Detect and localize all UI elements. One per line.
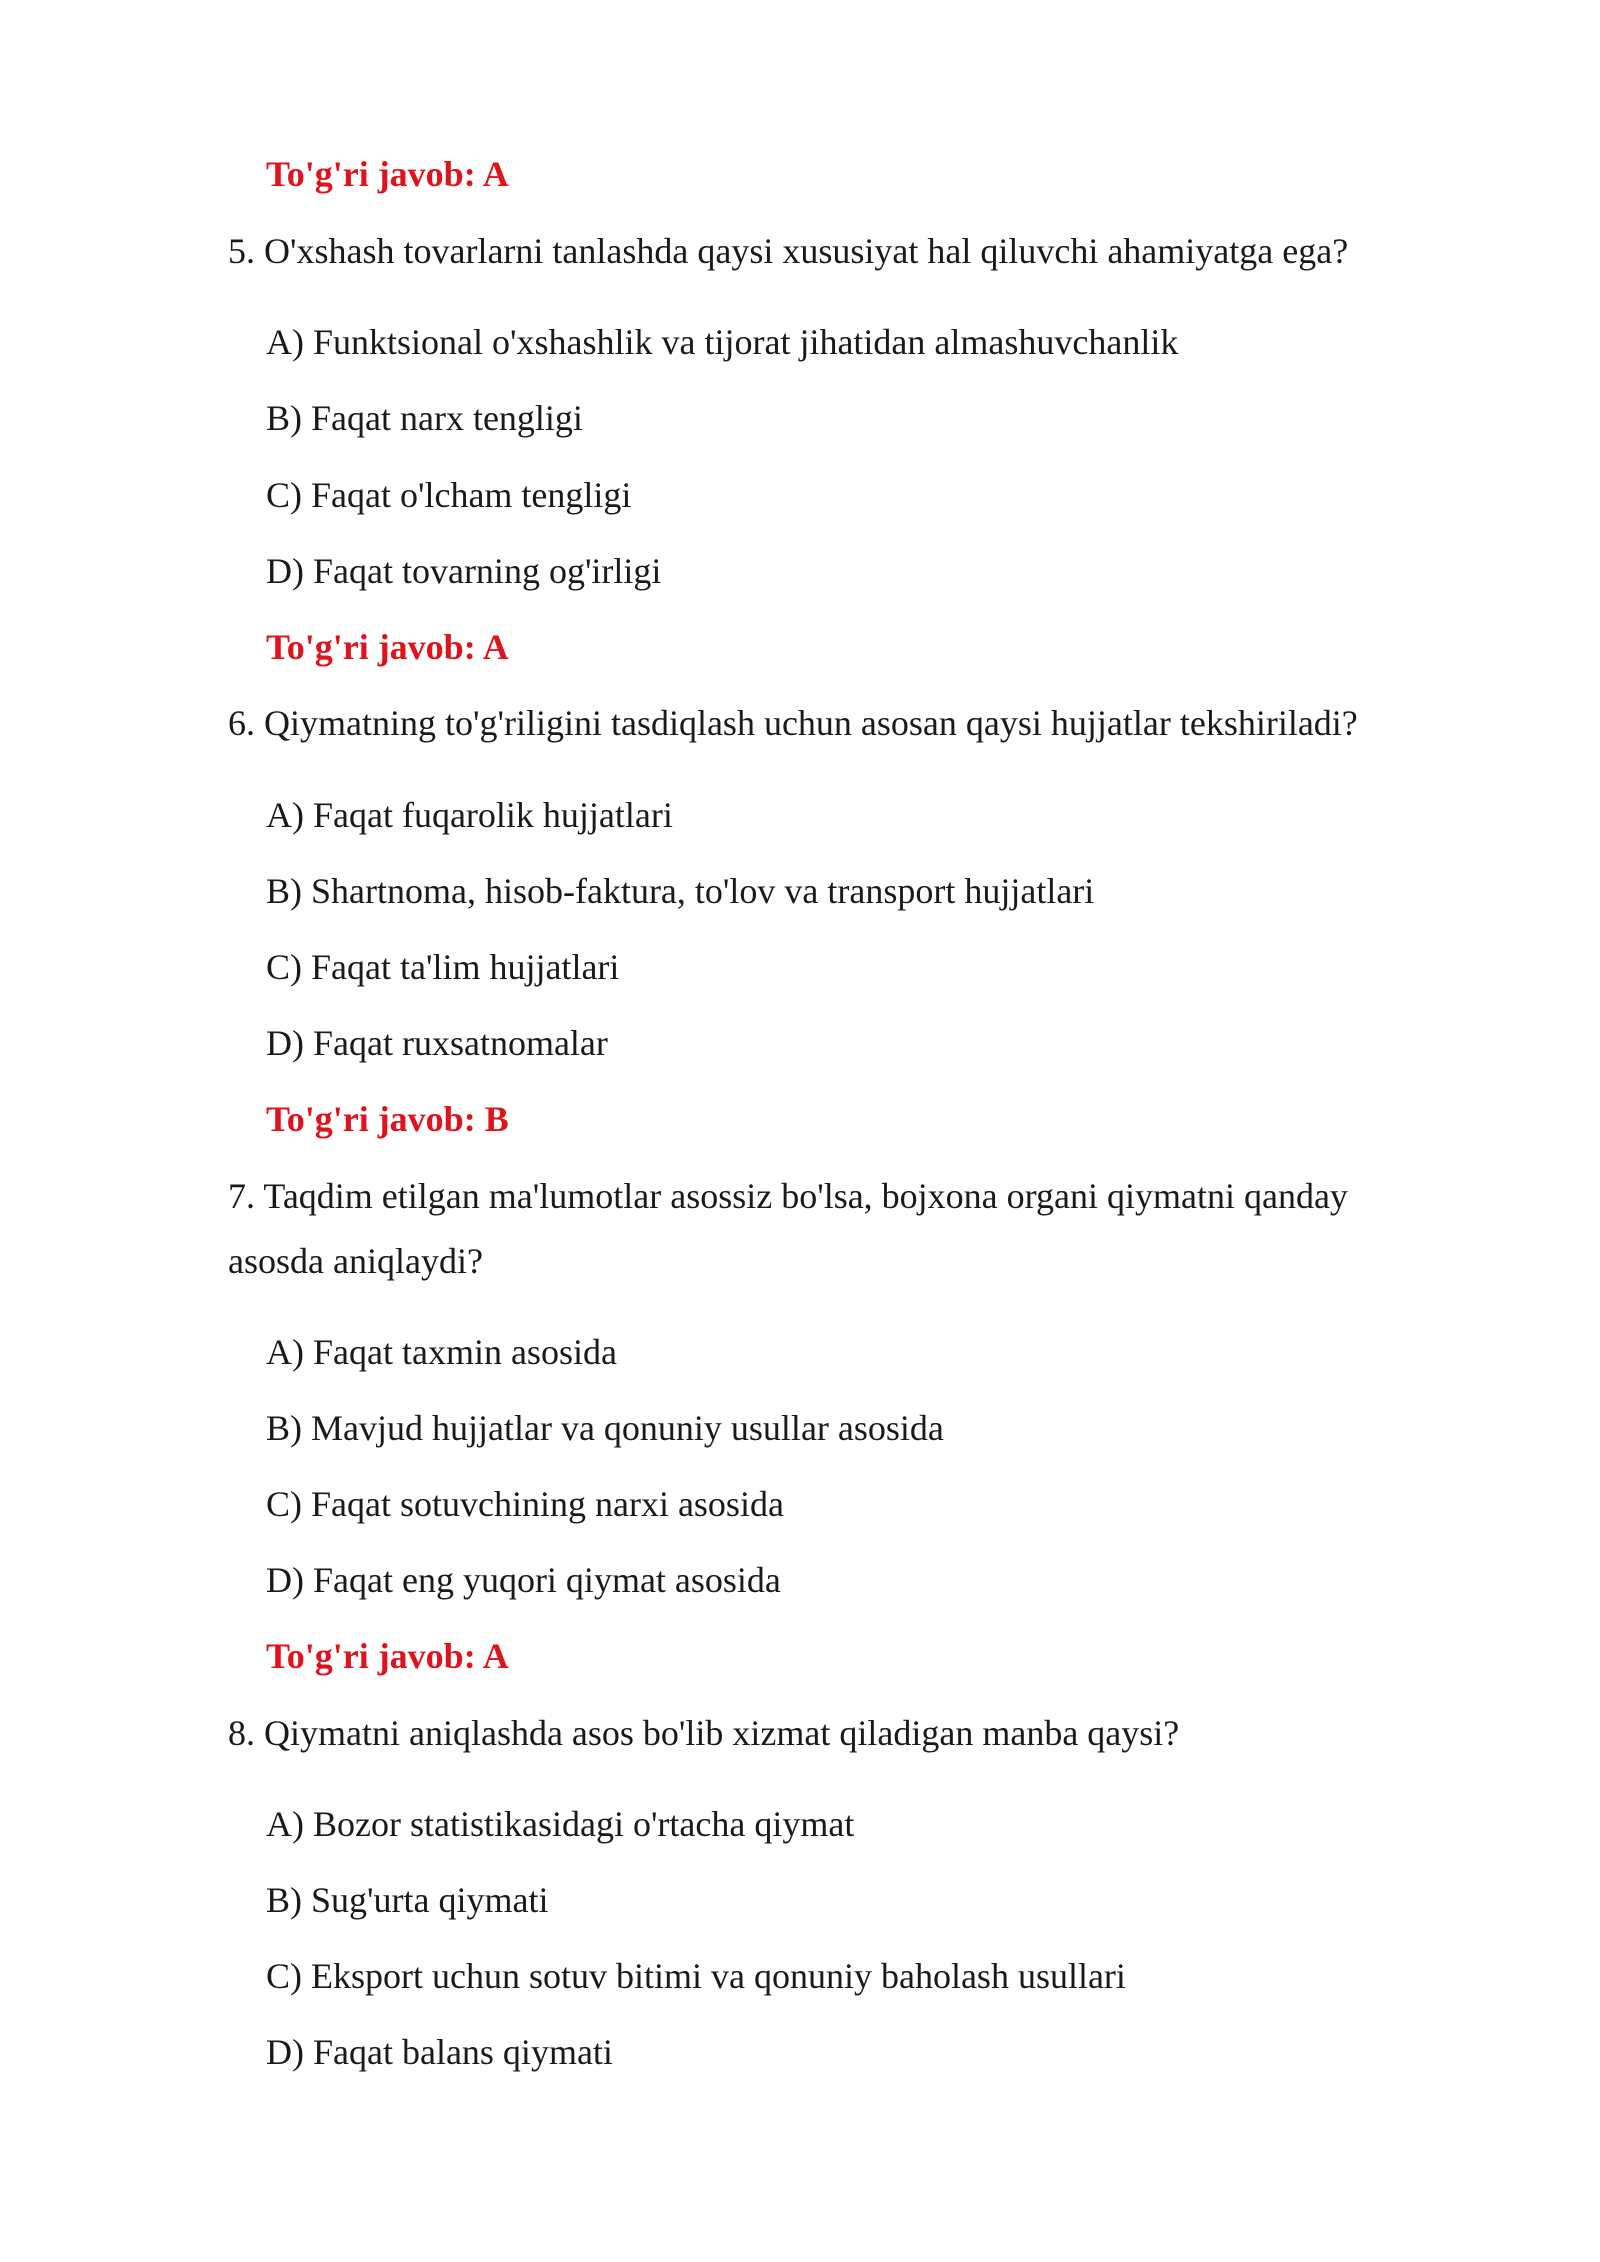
q6-option-d: D) Faqat ruxsatnomalar <box>266 1023 608 1063</box>
question-6: 6. Qiymatning to'g'riligini tasdiqlash uchun asosan qaysi hujjatlar tekshiriladi? <box>228 703 1358 743</box>
correct-answer-q6: To'g'ri javob: B <box>266 1099 509 1139</box>
question-7-line-2: asosda aniqlaydi? <box>228 1241 483 1281</box>
q8-option-d: D) Faqat balans qiymati <box>266 2032 613 2072</box>
q5-option-b: B) Faqat narx tengligi <box>266 398 583 438</box>
correct-answer-q7: To'g'ri javob: A <box>266 1636 509 1676</box>
correct-answer-q4: To'g'ri javob: A <box>266 154 509 194</box>
correct-answer-q5: To'g'ri javob: A <box>266 627 509 667</box>
q6-option-c: C) Faqat ta'lim hujjatlari <box>266 947 620 987</box>
q5-option-c: C) Faqat o'lcham tengligi <box>266 475 632 515</box>
q8-option-b: B) Sug'urta qiymati <box>266 1880 549 1920</box>
q7-option-b: B) Mavjud hujjatlar va qonuniy usullar asosida <box>266 1408 944 1448</box>
question-7-line-1: 7. Taqdim etilgan ma'lumotlar asossiz bo'lsa, bojxona organi qiymatni qanday <box>228 1176 1348 1216</box>
question-5: 5. O'xshash tovarlarni tanlashda qaysi xususiyat hal qiluvchi ahamiyatga ega? <box>228 231 1349 271</box>
q5-option-a: A) Funktsional o'xshashlik va tijorat jihatidan almashuvchanlik <box>266 322 1179 362</box>
q7-option-c: C) Faqat sotuvchining narxi asosida <box>266 1484 784 1524</box>
q7-option-a: A) Faqat taxmin asosida <box>266 1332 617 1372</box>
q7-option-d: D) Faqat eng yuqori qiymat asosida <box>266 1560 781 1600</box>
q8-option-c: C) Eksport uchun sotuv bitimi va qonuniy baholash usullari <box>266 1956 1126 1996</box>
q6-option-a: A) Faqat fuqarolik hujjatlari <box>266 795 673 835</box>
q6-option-b: B) Shartnoma, hisob-faktura, to'lov va transport hujjatlari <box>266 871 1095 911</box>
q8-option-a: A) Bozor statistikasidagi o'rtacha qiymat <box>266 1804 855 1844</box>
question-8: 8. Qiymatni aniqlashda asos bo'lib xizmat qiladigan manba qaysi? <box>228 1713 1180 1753</box>
q5-option-d: D) Faqat tovarning og'irligi <box>266 551 662 591</box>
